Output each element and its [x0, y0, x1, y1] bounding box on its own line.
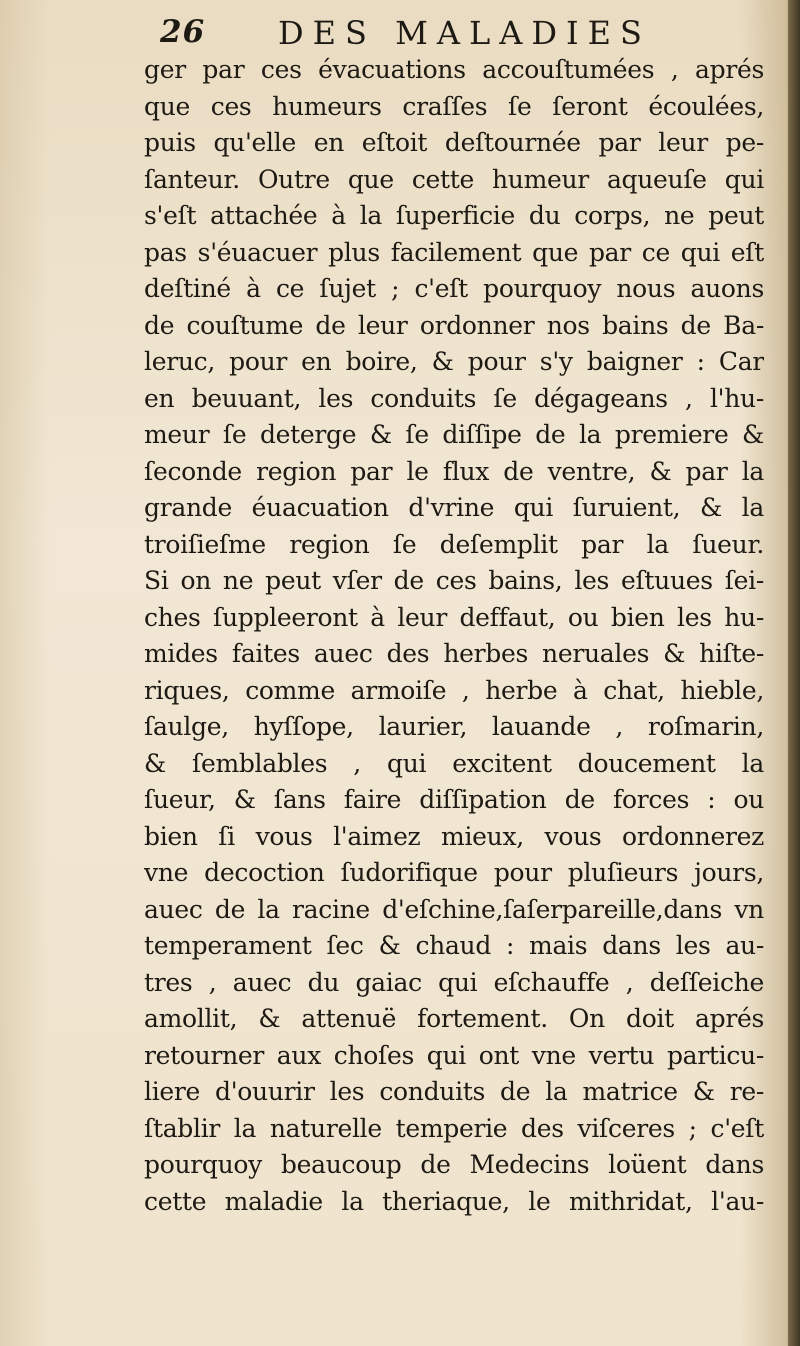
text-line: ſtablir la naturelle temperie des viſceres ; c'eſt	[144, 1113, 764, 1143]
text-line: liere d'ouurir les conduits de la matrice & re-	[144, 1077, 764, 1106]
text-line: puis qu'elle en eſtoit deſtournée par leur pe-	[144, 128, 764, 157]
text-line: vne decoction ſudorifique pour pluſieurs jours,	[144, 858, 764, 887]
text-line: grande éuacuation d'vrine qui ſuruient, & la	[144, 493, 764, 522]
text-line: ſeconde region par le flux de ventre, & par la	[144, 456, 764, 486]
text-line: de couſtume de leur ordonner nos bains de Ba-	[144, 310, 764, 340]
text-line: ger par ces évacuations accouſtumées , aprés	[144, 55, 764, 84]
text-line: retourner aux choſes qui ont vne vertu particu-	[144, 1040, 764, 1070]
text-line: que ces humeurs craſſes ſe ſeront écoulées,	[144, 91, 764, 121]
text-line: ſanteur. Outre que cette humeur aqueuſe qui	[144, 164, 764, 194]
text-line: ſueur, & ſans faire diſſipation de forces : ou	[144, 785, 764, 814]
body-text	[144, 52, 764, 1220]
text-line: mides faites auec des herbes neruales & hiſte-	[144, 639, 764, 668]
text-line: s'eſt attachée à la ſuperficie du corps, ne peut	[144, 201, 764, 230]
text-line: amollit, & attenuë fortement. On doit aprés	[144, 1004, 764, 1033]
text-line: riques, comme armoiſe , herbe à chat, hieble,	[144, 675, 764, 705]
text-line: pas s'éuacuer plus facilement que par ce qui eſt	[144, 237, 764, 267]
text-line: bien ſi vous l'aimez mieux, vous ordonnerez	[144, 821, 764, 851]
text-line: troiſieſme region ſe deſemplit par la ſueur.	[144, 529, 764, 559]
text-line: Si on ne peut vſer de ces bains, les eſtuues ſei-	[144, 566, 764, 595]
page-number: 26	[160, 14, 206, 50]
text-line: tres , auec du gaiac qui eſchauffe , deſſeiche	[144, 967, 764, 997]
text-line: meur ſe deterge & ſe diſſipe de la premiere &	[144, 420, 764, 449]
text-line: en beuuant, les conduits ſe dégageans , l'hu-	[144, 383, 764, 413]
page-header	[160, 14, 760, 54]
text-line: cette maladie la theriaque, le mithridat, l'au-	[144, 1186, 764, 1216]
text-line: ſaulge, hyſſope, laurier, lauande , roſmarin,	[144, 712, 764, 741]
text-line: temperament ſec & chaud : mais dans les au-	[144, 931, 764, 960]
text-line: auec de la racine d'eſchine,ſaſerpareille,dans vn	[144, 894, 764, 924]
text-line: pourquoy beaucoup de Medecins loüent dans	[144, 1150, 764, 1179]
text-line: deſtiné à ce ſujet ; c'eſt pourquoy nous auons	[144, 274, 764, 303]
text-line: ches ſuppleeront à leur deffaut, ou bien les hu-	[144, 602, 764, 632]
text-line: & ſemblables , qui excitent doucement la	[144, 748, 764, 778]
running-title: DES MALADIES	[278, 14, 651, 52]
text-line: leruc, pour en boire, & pour s'y baigner : Car	[144, 347, 764, 376]
page-gutter-shadow	[788, 0, 800, 1346]
